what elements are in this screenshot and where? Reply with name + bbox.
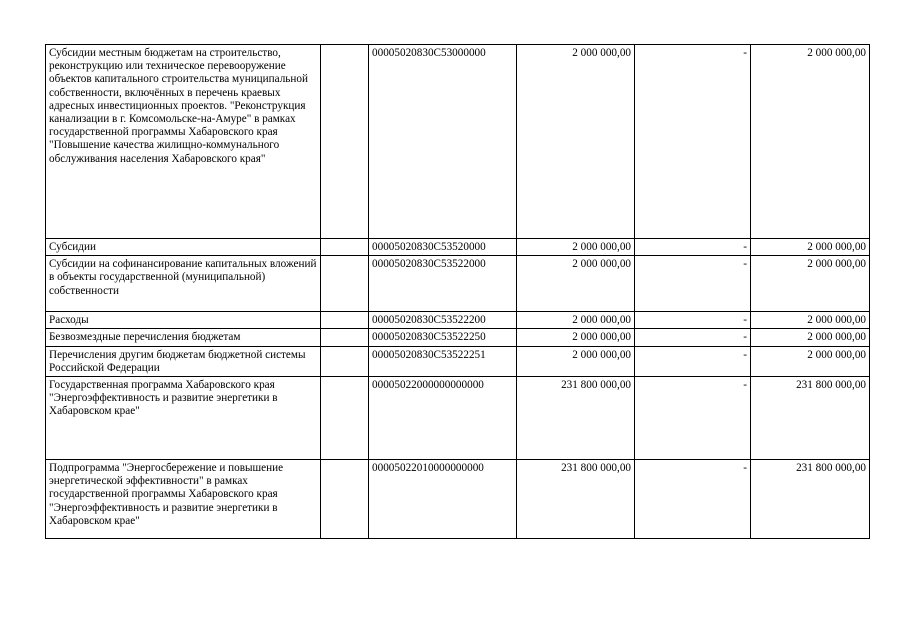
blank-cell [321,239,369,256]
row-name: Подпрограмма "Энергосбережение и повышение энергетической эффективности" в рамках государственной программы Хабаровского края "Энергоэффективность и развитие энергетики в Хабаровском крае" [46,460,321,539]
row-name: Перечисления другим бюджетам бюджетной системы Российской Федерации [46,346,321,376]
row-code: 00005020830С53000000 [369,45,517,239]
row-change: - [635,239,751,256]
row-amount: 2 000 000,00 [517,329,635,346]
blank-cell [321,377,369,460]
table-row [46,377,870,460]
table-row [46,239,870,256]
budget-table [45,44,870,539]
row-total: 2 000 000,00 [751,256,870,312]
row-amount: 2 000 000,00 [517,239,635,256]
table-row [46,460,870,539]
row-total: 231 800 000,00 [751,377,870,460]
blank-cell [321,346,369,376]
row-change: - [635,312,751,329]
table-row [46,329,870,346]
row-amount: 2 000 000,00 [517,312,635,329]
row-name: Государственная программа Хабаровского края "Энергоэффективность и развитие энергетики в Хабаровском крае" [46,377,321,460]
row-change: - [635,460,751,539]
row-total: 2 000 000,00 [751,346,870,376]
blank-cell [321,329,369,346]
blank-cell [321,256,369,312]
row-amount: 2 000 000,00 [517,45,635,239]
blank-cell [321,312,369,329]
row-code: 00005022000000000000 [369,377,517,460]
row-amount: 2 000 000,00 [517,256,635,312]
table-row [46,256,870,312]
row-total: 2 000 000,00 [751,312,870,329]
row-amount: 231 800 000,00 [517,377,635,460]
row-change: - [635,329,751,346]
row-total: 231 800 000,00 [751,460,870,539]
table-row [46,312,870,329]
row-total: 2 000 000,00 [751,239,870,256]
row-amount: 231 800 000,00 [517,460,635,539]
row-total: 2 000 000,00 [751,45,870,239]
row-amount: 2 000 000,00 [517,346,635,376]
row-name: Субсидии [46,239,321,256]
row-total: 2 000 000,00 [751,329,870,346]
row-code: 00005020830С53522200 [369,312,517,329]
blank-cell [321,460,369,539]
row-name: Субсидии на софинансирование капитальных вложений в объекты государственной (муниципальной) собственности [46,256,321,312]
table-row [46,45,870,239]
row-name: Расходы [46,312,321,329]
row-change: - [635,346,751,376]
table-row [46,346,870,376]
row-change: - [635,45,751,239]
row-name: Безвозмездные перечисления бюджетам [46,329,321,346]
row-code: 00005020830С53522251 [369,346,517,376]
row-name: Субсидии местным бюджетам на строительство, реконструкцию или техническое перевооружение объектов капитального строительства муниципальной собственности, включённых в перечень краевых адресных инвестиционных проектов. "Реконструкция канализации в г. Комсомольске-на-Амуре" в рамках государственной программы Хабаровского края "Повышение качества жилищно-коммунального обслуживания населения Хабаровского края" [46,45,321,239]
row-code: 00005020830С53520000 [369,239,517,256]
row-code: 00005022010000000000 [369,460,517,539]
blank-cell [321,45,369,239]
row-code: 00005020830С53522250 [369,329,517,346]
row-change: - [635,377,751,460]
row-code: 00005020830С53522000 [369,256,517,312]
row-change: - [635,256,751,312]
